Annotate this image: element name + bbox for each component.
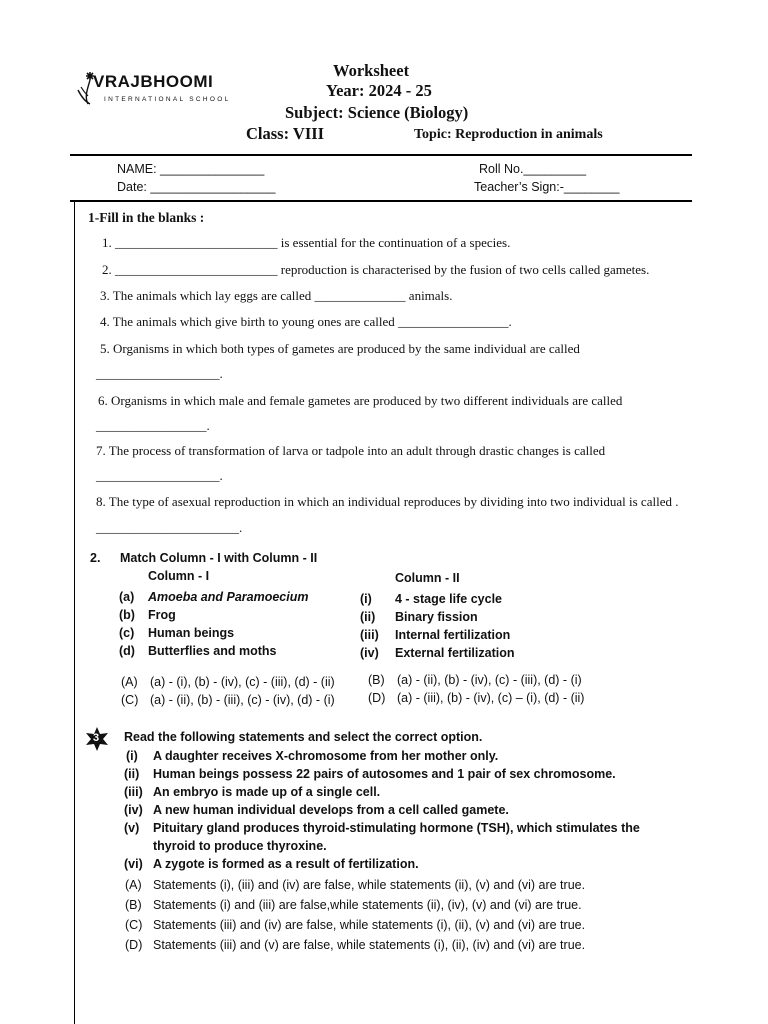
- q1-item-8-blank[interactable]: ______________________.: [96, 520, 243, 535]
- q2-col1-a-text: [148, 590, 308, 604]
- q2-col2-iv-label: (iv): [360, 646, 379, 660]
- q3-statement-vi-label: (vi): [124, 857, 143, 871]
- date-field[interactable]: Date: __________________: [117, 180, 276, 194]
- q3-option-a-text: Statements (i), (iii) and (iv) are false, while statements (ii), (v) and (vi) are true.: [153, 878, 586, 892]
- q2-col2-ii-text: Binary fission: [395, 610, 478, 624]
- q3-option-d-text: Statements (iii) and (v) are false, while statements (i), (ii), (iv) and (vi) are true.: [153, 938, 586, 952]
- q3-statement-ii-text: Human beings possess 22 pairs of autosomes and 1 pair of sex chromosome.: [153, 767, 616, 781]
- q3-statement-ii-label: (ii): [124, 767, 140, 781]
- q2-col1-b-label: (b): [119, 608, 135, 622]
- q1-item-5: 5. Organisms in which both types of gametes are produced by the same individual are called: [100, 341, 580, 356]
- q3-option-b-text: Statements (i) and (iii) are false,while statements (ii), (iv), (v) and (vi) are true.: [153, 898, 582, 912]
- q2-col2-i-label: (i): [360, 592, 372, 606]
- teacher-sign-field[interactable]: Teacher’s Sign:-________: [474, 180, 620, 194]
- q1-item-1-blank[interactable]: _________________________: [115, 235, 278, 250]
- q2-col2-iv-text: External fertilization: [395, 646, 515, 660]
- header-rule: [70, 154, 692, 156]
- q3-statement-iv-text: A new human individual develops from a cell called gamete.: [153, 803, 509, 817]
- q2-col2-i-text: 4 - stage life cycle: [395, 592, 503, 606]
- q3-statement-v-line2: thyroid to produce thyroxine.: [153, 839, 327, 853]
- q3-option-b-label[interactable]: (B): [125, 898, 142, 912]
- q2-col2-iii-label: (iii): [360, 628, 379, 642]
- q3-statement-i-text: A daughter receives X-chromosome from her mother only.: [153, 749, 499, 763]
- q1-item-2-blank[interactable]: _________________________: [115, 262, 278, 277]
- q1-item-2-text: reproduction is characterised by the fusion of two cells called gametes.: [280, 262, 650, 277]
- q2-column-1-title: Column - I: [148, 569, 210, 583]
- q2-option-b-label[interactable]: (B): [368, 673, 385, 687]
- q3-statement-i-label: (i): [126, 749, 138, 763]
- q2-col2-ii-label: (ii): [360, 610, 376, 624]
- q2-number: 2.: [90, 551, 101, 565]
- q2-col1-b-text: Frog: [148, 608, 176, 622]
- q1-item-6-blank[interactable]: _________________.: [96, 418, 210, 433]
- q3-option-d-label[interactable]: (D): [125, 938, 143, 952]
- q1-item-3: 3. The animals which lay eggs are called ______________ animals.: [100, 288, 453, 303]
- q3-statement-iii-text: An embryo is made up of a single cell.: [153, 785, 381, 799]
- q1-item-6: 6. Organisms in which male and female gametes are produced by two different individuals are called: [98, 393, 623, 408]
- q1-item-7-blank[interactable]: ___________________.: [96, 468, 223, 483]
- q2-col1-a-italic: Amoeba and Paramoecium: [148, 590, 309, 604]
- q3-option-a-label[interactable]: (A): [125, 878, 142, 892]
- info-rule: [70, 200, 692, 202]
- q2-option-d-text: (a) - (iii), (b) - (iv), (c) – (i), (d) - (ii): [397, 691, 585, 705]
- q2-col2-iii-text: Internal fertilization: [395, 628, 511, 642]
- q2-col1-a-label: (a): [119, 590, 135, 604]
- left-margin-line: [74, 201, 75, 1024]
- q3-statement-iii-label: (iii): [124, 785, 143, 799]
- q1-item-8: 8. The type of asexual reproduction in which an individual reproduces by dividing into two individual is called .: [96, 494, 679, 509]
- q1-item-5-blank[interactable]: ___________________.: [96, 366, 223, 381]
- school-logo: [76, 68, 231, 112]
- topic-label: Topic: Reproduction in animals: [414, 127, 603, 142]
- subject-label: Subject: Science (Biology): [285, 103, 469, 122]
- q3-statement-v-text: Pituitary gland produces thyroid-stimulating hormone (TSH), which stimulates the: [153, 821, 640, 835]
- q3-statement-v-label: (v): [124, 821, 140, 835]
- q2-col1-c-label: (c): [119, 626, 135, 640]
- q2-option-d-label[interactable]: (D): [368, 691, 386, 705]
- q2-option-a-text: (a) - (i), (b) - (iv), (c) - (iii), (d) - (ii): [150, 675, 335, 689]
- q3-heading: Read the following statements and select the correct option.: [124, 730, 483, 744]
- q2-option-c-label[interactable]: (C): [121, 693, 139, 707]
- q2-column-2-title: Column - II: [395, 571, 460, 585]
- class-label: Class: VIII: [246, 124, 325, 143]
- q1-item-2: [102, 262, 649, 278]
- q2-option-c-text: (a) - (ii), (b) - (iii), (c) - (iv), (d) - (i): [150, 693, 335, 707]
- roll-number-field[interactable]: Roll No._________: [479, 162, 587, 176]
- q1-item-1-text: is essential for the continuation of a species.: [280, 235, 511, 250]
- q1-item-2-number: 2.: [102, 262, 112, 277]
- q1-item-7: 7. The process of transformation of larva or tadpole into an adult through drastic changes is called: [96, 443, 606, 458]
- q2-heading: Match Column - I with Column - II: [120, 551, 318, 565]
- q3-statement-iv-label: (iv): [124, 803, 143, 817]
- q2-col1-c-text: Human beings: [148, 626, 235, 640]
- q3-option-c-text: Statements (iii) and (iv) are false, while statements (i), (ii), (v) and (vi) are true.: [153, 918, 586, 932]
- year-label: Year: 2024 - 25: [326, 81, 432, 100]
- name-field[interactable]: NAME: _______________: [117, 162, 265, 176]
- q2-option-b-text: (a) - (ii), (b) - (iv), (c) - (iii), (d) - (i): [397, 673, 582, 687]
- q1-item-4: 4. The animals which give birth to young ones are called _________________.: [100, 314, 512, 329]
- q1-item-1: [102, 235, 510, 251]
- q2-col1-d-label: (d): [119, 644, 135, 658]
- q3-star-badge: [84, 726, 110, 752]
- q1-heading: 1-Fill in the blanks :: [88, 210, 205, 225]
- q1-item-1-number: 1.: [102, 235, 112, 250]
- q2-col1-d-text: Butterflies and moths: [148, 644, 277, 658]
- q3-number: 3: [93, 732, 100, 744]
- q3-option-c-label[interactable]: (C): [125, 918, 143, 932]
- q2-option-a-label[interactable]: (A): [121, 675, 138, 689]
- worksheet-title: Worksheet: [333, 61, 410, 80]
- school-subtitle: INTERNATIONAL SCHOOL: [104, 96, 231, 103]
- q3-statement-vi-text: A zygote is formed as a result of fertilization.: [153, 857, 419, 871]
- school-name: VRAJBHOOMI: [93, 72, 214, 91]
